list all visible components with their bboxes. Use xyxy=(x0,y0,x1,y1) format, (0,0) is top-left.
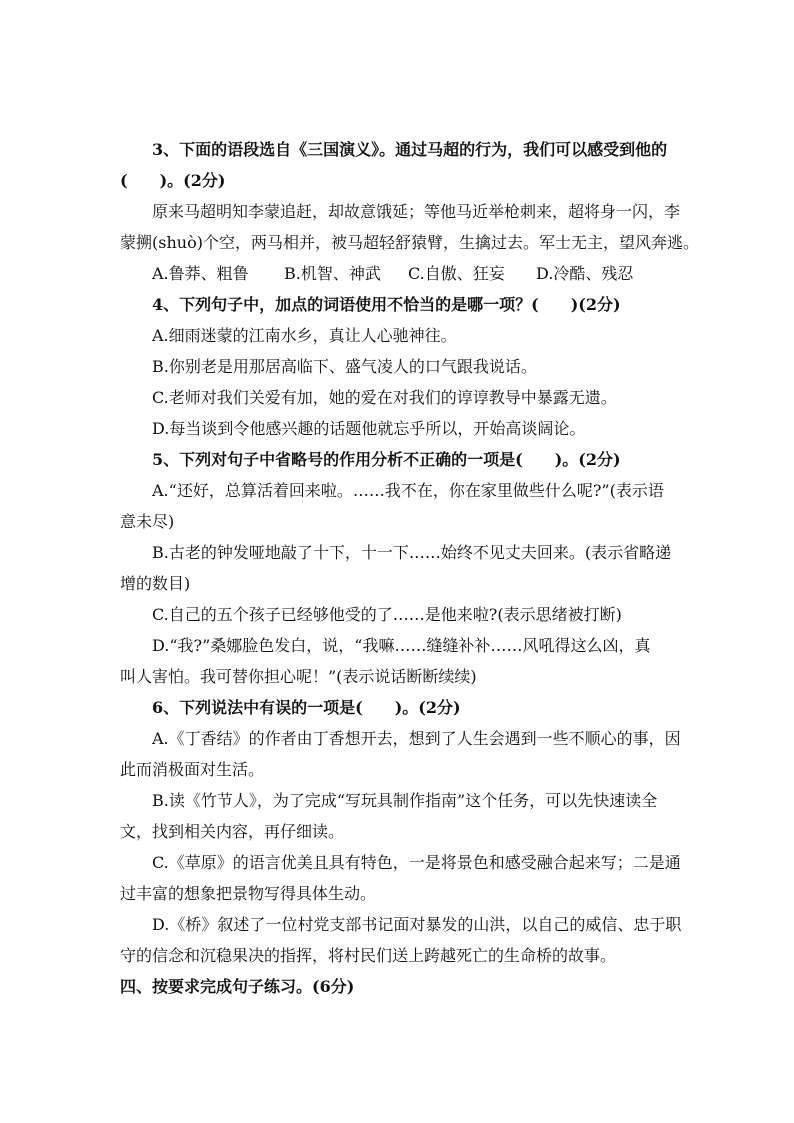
q3-option-a: A.鲁莽、粗鲁 xyxy=(152,264,249,283)
q6-option-c-line1: C.《草原》的语言优美且具有特色，一是将景色和感受融合起来写；二是通 xyxy=(152,853,681,872)
q3-stem-line1: 3、下面的语段选自《三国演义》。通过马超的行为，我们可以感受到他的 xyxy=(152,140,668,159)
q6-stem: 6、下列说法中有误的一项是( )。(2分) xyxy=(152,698,461,717)
q4-option-a: A.细雨迷蒙的江南水乡，真让人心驰神往。 xyxy=(152,326,457,345)
q4-option-b: B.你别老是用那居高临下、盛气凌人的口气跟我说话。 xyxy=(152,357,537,376)
q3-stem-line2: ( )。(2分) xyxy=(120,171,226,190)
q3-passage-line2: 蒙搠(shuò)个空，两马相并，被马超轻舒猿臂，生擒过去。军士无主，望风奔逃。 xyxy=(120,233,699,252)
q5-option-c: C.自己的五个孩子已经够他受的了……是他来啦?(表示思绪被打断) xyxy=(152,605,622,624)
section-4-heading: 四、按要求完成句子练习。(6分) xyxy=(120,977,355,996)
q6-option-c-line2: 过丰富的想象把景物写得具体生动。 xyxy=(120,884,377,903)
q3-options xyxy=(152,263,680,285)
q6-option-a-line2: 此而消极面对生活。 xyxy=(120,760,265,779)
q4-stem: 4、下列句子中，加点的词语使用不恰当的是哪一项？( )(2分) xyxy=(152,295,621,314)
q5-option-d-line2: 叫人害怕。我可替你担心呢！”(表示说话断断续续) xyxy=(120,667,477,686)
q3-option-b: B.机智、神武 xyxy=(284,264,381,283)
q4-option-c: C.老师对我们关爱有加，她的爱在对我们的谆谆教导中暴露无遗。 xyxy=(152,388,617,407)
q4-option-d: D.每当谈到令他感兴趣的话题他就忘乎所以，开始高谈阔论。 xyxy=(152,419,586,438)
q5-option-b-line1: B.古老的钟发哑地敲了十下，十一下……始终不见丈夫回来。(表示省略递 xyxy=(152,543,672,562)
q6-option-b-line1: B.读《竹节人》，为了完成“写玩具制作指南”这个任务，可以先快速读全 xyxy=(152,791,658,810)
q5-option-a-line2: 意未尽) xyxy=(120,512,175,531)
q3-passage-line1: 原来马超明知李蒙追赶，却故意饿延；等他马近举枪刺来，超将身一闪，李 xyxy=(152,202,681,221)
q6-option-d-line2: 守的信念和沉稳果决的指挥，将村民们送上跨越死亡的生命桥的故事。 xyxy=(120,946,617,965)
q5-stem: 5、下列对句子中省略号的作用分析不正确的一项是( )。(2分) xyxy=(152,450,621,469)
q3-option-c: C.自傲、狂妄 xyxy=(408,264,505,283)
q5-option-a-line1: A.“还好，总算活着回来啦。……我不在，你在家里做些什么呢?”(表示语 xyxy=(152,481,664,500)
q5-option-b-line2: 增的数目) xyxy=(120,574,191,593)
q5-option-d-line1: D.“我?”桑娜脸色发白，说，“我嘛……缝缝补补……风吼得这么凶，真 xyxy=(152,636,651,655)
q3-option-d: D.冷酷、残忍 xyxy=(536,264,634,283)
q6-option-a-line1: A.《丁香结》的作者由丁香想开去，想到了人生会遇到一些不顺心的事，因 xyxy=(152,729,681,748)
q6-option-d-line1: D.《桥》叙述了一位村党支部书记面对暴发的山洪，以自己的威信、忠于职 xyxy=(152,915,682,934)
q6-option-b-line2: 文，找到相关内容，再仔细读。 xyxy=(120,822,345,841)
